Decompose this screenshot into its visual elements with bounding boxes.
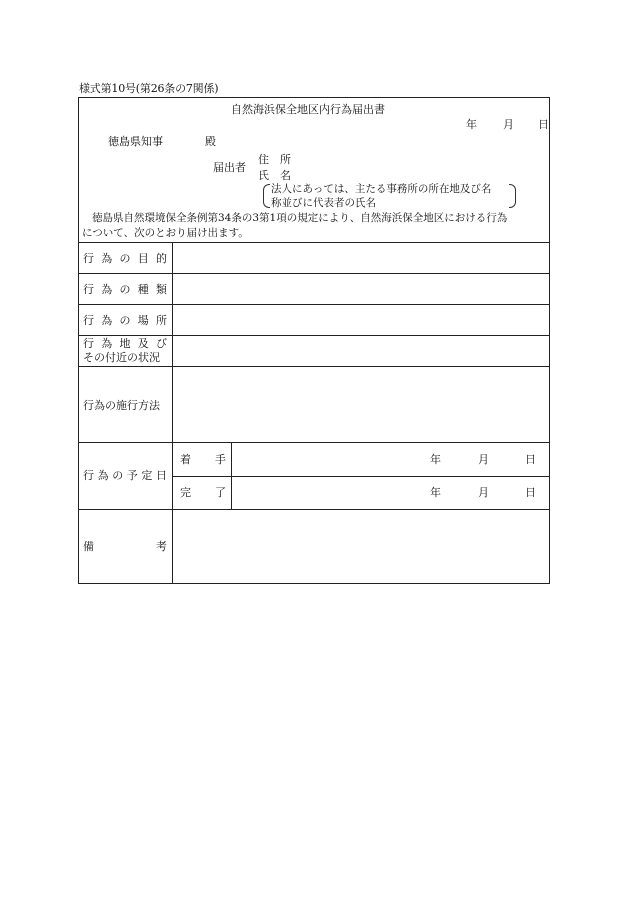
grid-line [79,366,549,367]
form-number: 様式第10号(第26条の7関係) [79,82,219,95]
address-label: 住 所 [258,153,291,166]
grid-line [173,476,549,477]
grid-line [79,509,549,510]
grid-line [79,273,549,274]
notification-form [78,97,550,584]
end-year: 年 [430,486,441,499]
start-day: 日 [525,453,536,466]
site-label-line1: 行 為 地 及 び [83,337,167,350]
method-label: 行為の施行方法 [83,399,160,412]
site-label-line2: その付近の状況 [83,351,160,364]
corporate-note-line2: 称並びに代表者の氏名 [271,197,376,209]
purpose-label: 行 為 の 目 的 [83,252,167,265]
date-month: 月 [503,118,514,131]
corporate-note-line1: 法人にあっては、主たる事務所の所在地及び名 [271,183,492,195]
date-year: 年 [466,118,477,131]
grid-line [79,304,549,305]
start-month: 月 [478,453,489,466]
type-label: 行 為 の 種 類 [83,283,167,296]
form-title: 自然海浜保全地区内行為届出書 [231,103,385,116]
name-label: 氏 名 [258,169,291,182]
addressee: 徳島県知事 [108,135,163,148]
grid-line [79,335,549,336]
grid-line [231,442,232,509]
start-label: 着 手 [180,453,226,466]
end-day: 日 [525,486,536,499]
right-bracket [509,184,516,208]
end-label: 完 了 [180,486,226,499]
left-bracket [263,184,270,208]
grid-line [79,242,549,243]
grid-line [172,242,173,583]
start-year: 年 [430,453,441,466]
notifier-label: 届出者 [213,161,246,174]
date-day: 日 [538,118,549,131]
remarks-label: 備 考 [83,540,167,553]
end-month: 月 [478,486,489,499]
grid-line [79,442,549,443]
honorific: 殿 [205,135,216,148]
place-label: 行 為 の 場 所 [83,314,167,327]
schedule-label: 行 為 の 予 定 日 [83,469,167,482]
body-text-line2: について、次のとおり届け出ます。 [82,227,249,239]
body-text-line1: 徳島県自然環境保全条例第34条の3第1項の規定により、自然海浜保全地区における行為 [92,212,508,224]
